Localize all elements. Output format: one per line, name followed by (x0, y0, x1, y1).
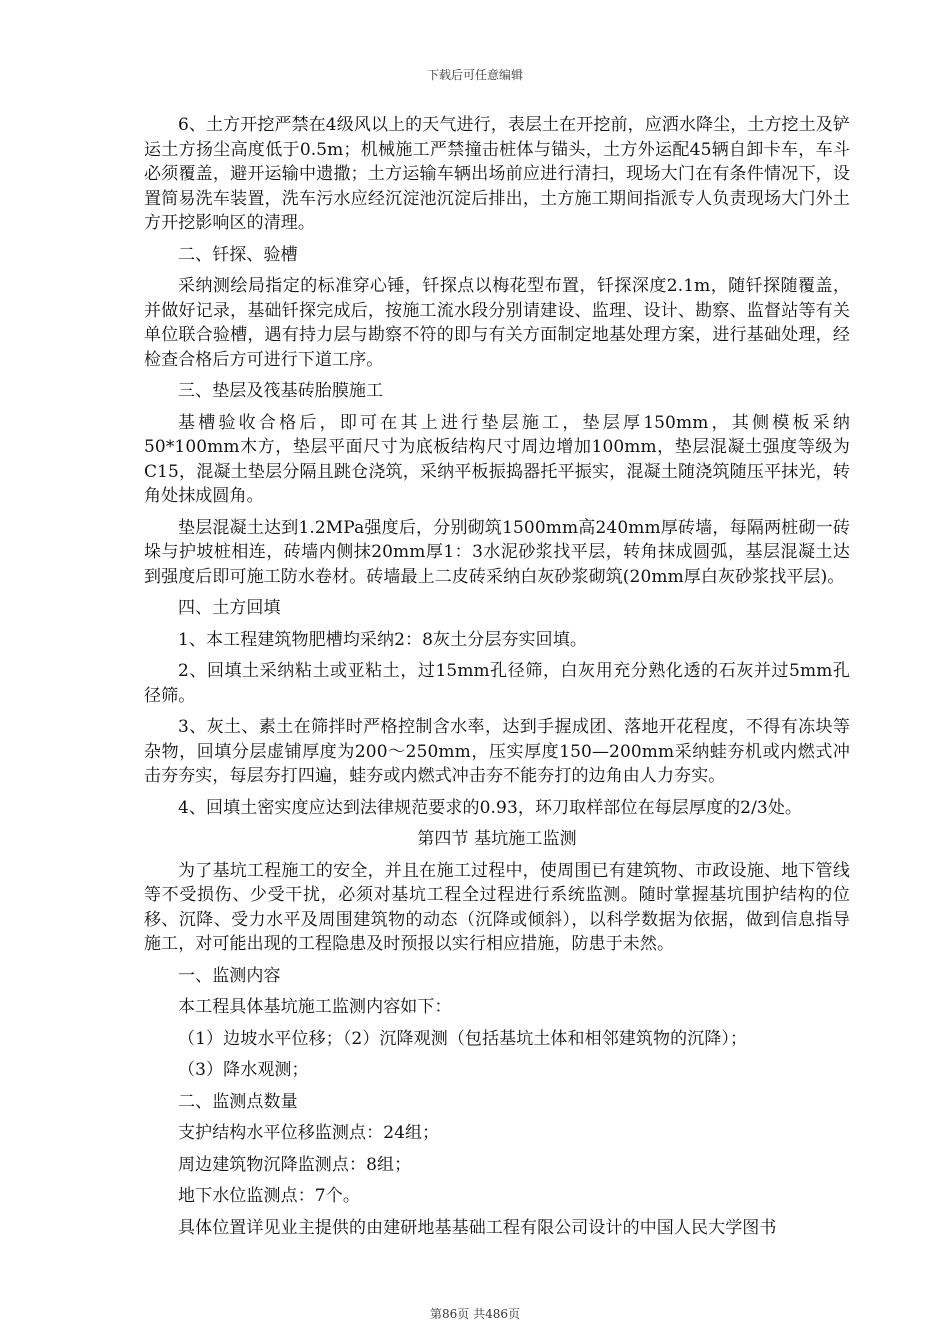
paragraph: 地下水位监测点：7个。 (178, 1186, 360, 1206)
list-item: （1）边坡水平位移；（2）沉降观测（包括基坑土体和相邻建筑物的沉降）； (178, 1028, 748, 1049)
paragraph: 为了基坑工程施工的安全，并且在施工过程中，使周围已有建筑物、市政设施、地下管线等不受损伤、少受干扰，必须对基坑工程全过程进行系统监测。随时掌握基坑围护结构的位移、沉降、受力水平及周围建筑物的动态（沉降或倾斜），以科学数据为依据，做到信息指导施工，对可能出现的工程隐患及时预报以实行相应措施，防患于未然。 (144, 860, 850, 954)
page-footer: 第86页 共486页 (430, 1307, 520, 1321)
document-body (144, 113, 850, 1247)
paragraph: 基槽验收合格后，即可在其上进行垫层施工，垫层厚150mm，其侧模板采纳50*100mm木方，垫层平面尺寸为底板结构尺寸周边增加100mm，垫层混凝土强度等级为C15，混凝土垫层分隔且跳仓浇筑，采纳平板振捣器托平振实，混凝土随浇筑随压平抹光，转角处抹成圆角。 (144, 412, 850, 506)
paragraph: 1、本工程建筑物肥槽均采纳2：8灰土分层夯实回填。 (178, 629, 587, 650)
paragraph: 垫层混凝土达到1.2MPa强度后，分别砌筑1500mm高240mm厚砖墙，每隔两桩砌一砖垛与护坡桩相连，砖墙内侧抹20mm厚1：3水泥砂浆找平层，转角抹成圆弧，基层混凝土达到强度后即可施工防水卷材。砖墙最上二皮砖采纳白灰砂浆砌筑(20mm厚白灰砂浆找平层)。 (144, 517, 850, 587)
section-heading: 四、土方回填 (178, 598, 281, 618)
paragraph: 2、回填土采纳粘土或亚粘土，过15mm孔径筛，白灰用充分熟化透的石灰并过5mm孔径筛。 (144, 661, 850, 706)
section-heading: 二、监测点数量 (178, 1091, 298, 1112)
paragraph: 采纳测绘局指定的标准穿心锤，钎探点以梅花型布置，钎探深度2.1m，随钎探随覆盖，并做好记录，基础钎探完成后，按施工流水段分别请建设、监理、设计、勘察、监督站等有关单位联合验槽，遇有持力层与勘察不符的即与有关方面制定地基处理方案，进行基础处理，经检查合格后方可进行下道工序。 (144, 276, 850, 370)
chapter-section-title: 第四节 基坑施工监测 (417, 829, 577, 849)
paragraph: 支护结构水平位移监测点：24组； (178, 1123, 440, 1143)
paragraph: 6、土方开挖严禁在4级风以上的天气进行，表层土在开挖前，应洒水降尘，土方挖土及铲运土方扬尘高度低于0.5m；机械施工严禁撞击桩体与锚头，土方外运配45辆自卸卡车，车斗必须覆盖，避开运输中遗撒；土方运输车辆出场前应进行清扫，现场大门在有条件情况下，设置简易洗车装置，洗车污水应经沉淀池沉淀后排出，土方施工期间指派专人负责现场大门外土方开挖影响区的清理。 (144, 115, 850, 233)
paragraph: 4、回填土密实度应达到法律规范要求的0.93，环刀取样部位在每层厚度的2/3处。 (178, 797, 803, 818)
paragraph: 具体位置详见业主提供的由建研地基基础工程有限公司设计的中国人民大学图书 (178, 1217, 777, 1238)
section-heading: 三、垫层及筏基砖胎膜施工 (178, 381, 384, 401)
page-header: 下载后可任意编辑 (426, 68, 523, 82)
paragraph: 3、灰土、素土在筛拌时严格控制含水率，达到手握成团、落地开花程度，不得有冻块等杂物，回填分层虚铺厚度为200～250mm，压实厚度150—200mm采纳蛙夯机或内燃式冲击夯夯实，每层夯打四遍，蛙夯或内燃式冲击夯不能夯打的边角由人力夯实。 (144, 717, 850, 786)
paragraph: 周边建筑物沉降监测点：8组； (178, 1154, 412, 1175)
section-heading: 二、钎探、验槽 (178, 244, 298, 265)
paragraph: 本工程具体基坑施工监测内容如下： (178, 997, 452, 1017)
section-heading: 一、监测内容 (178, 965, 281, 986)
list-item: （3）降水观测； (178, 1060, 309, 1080)
